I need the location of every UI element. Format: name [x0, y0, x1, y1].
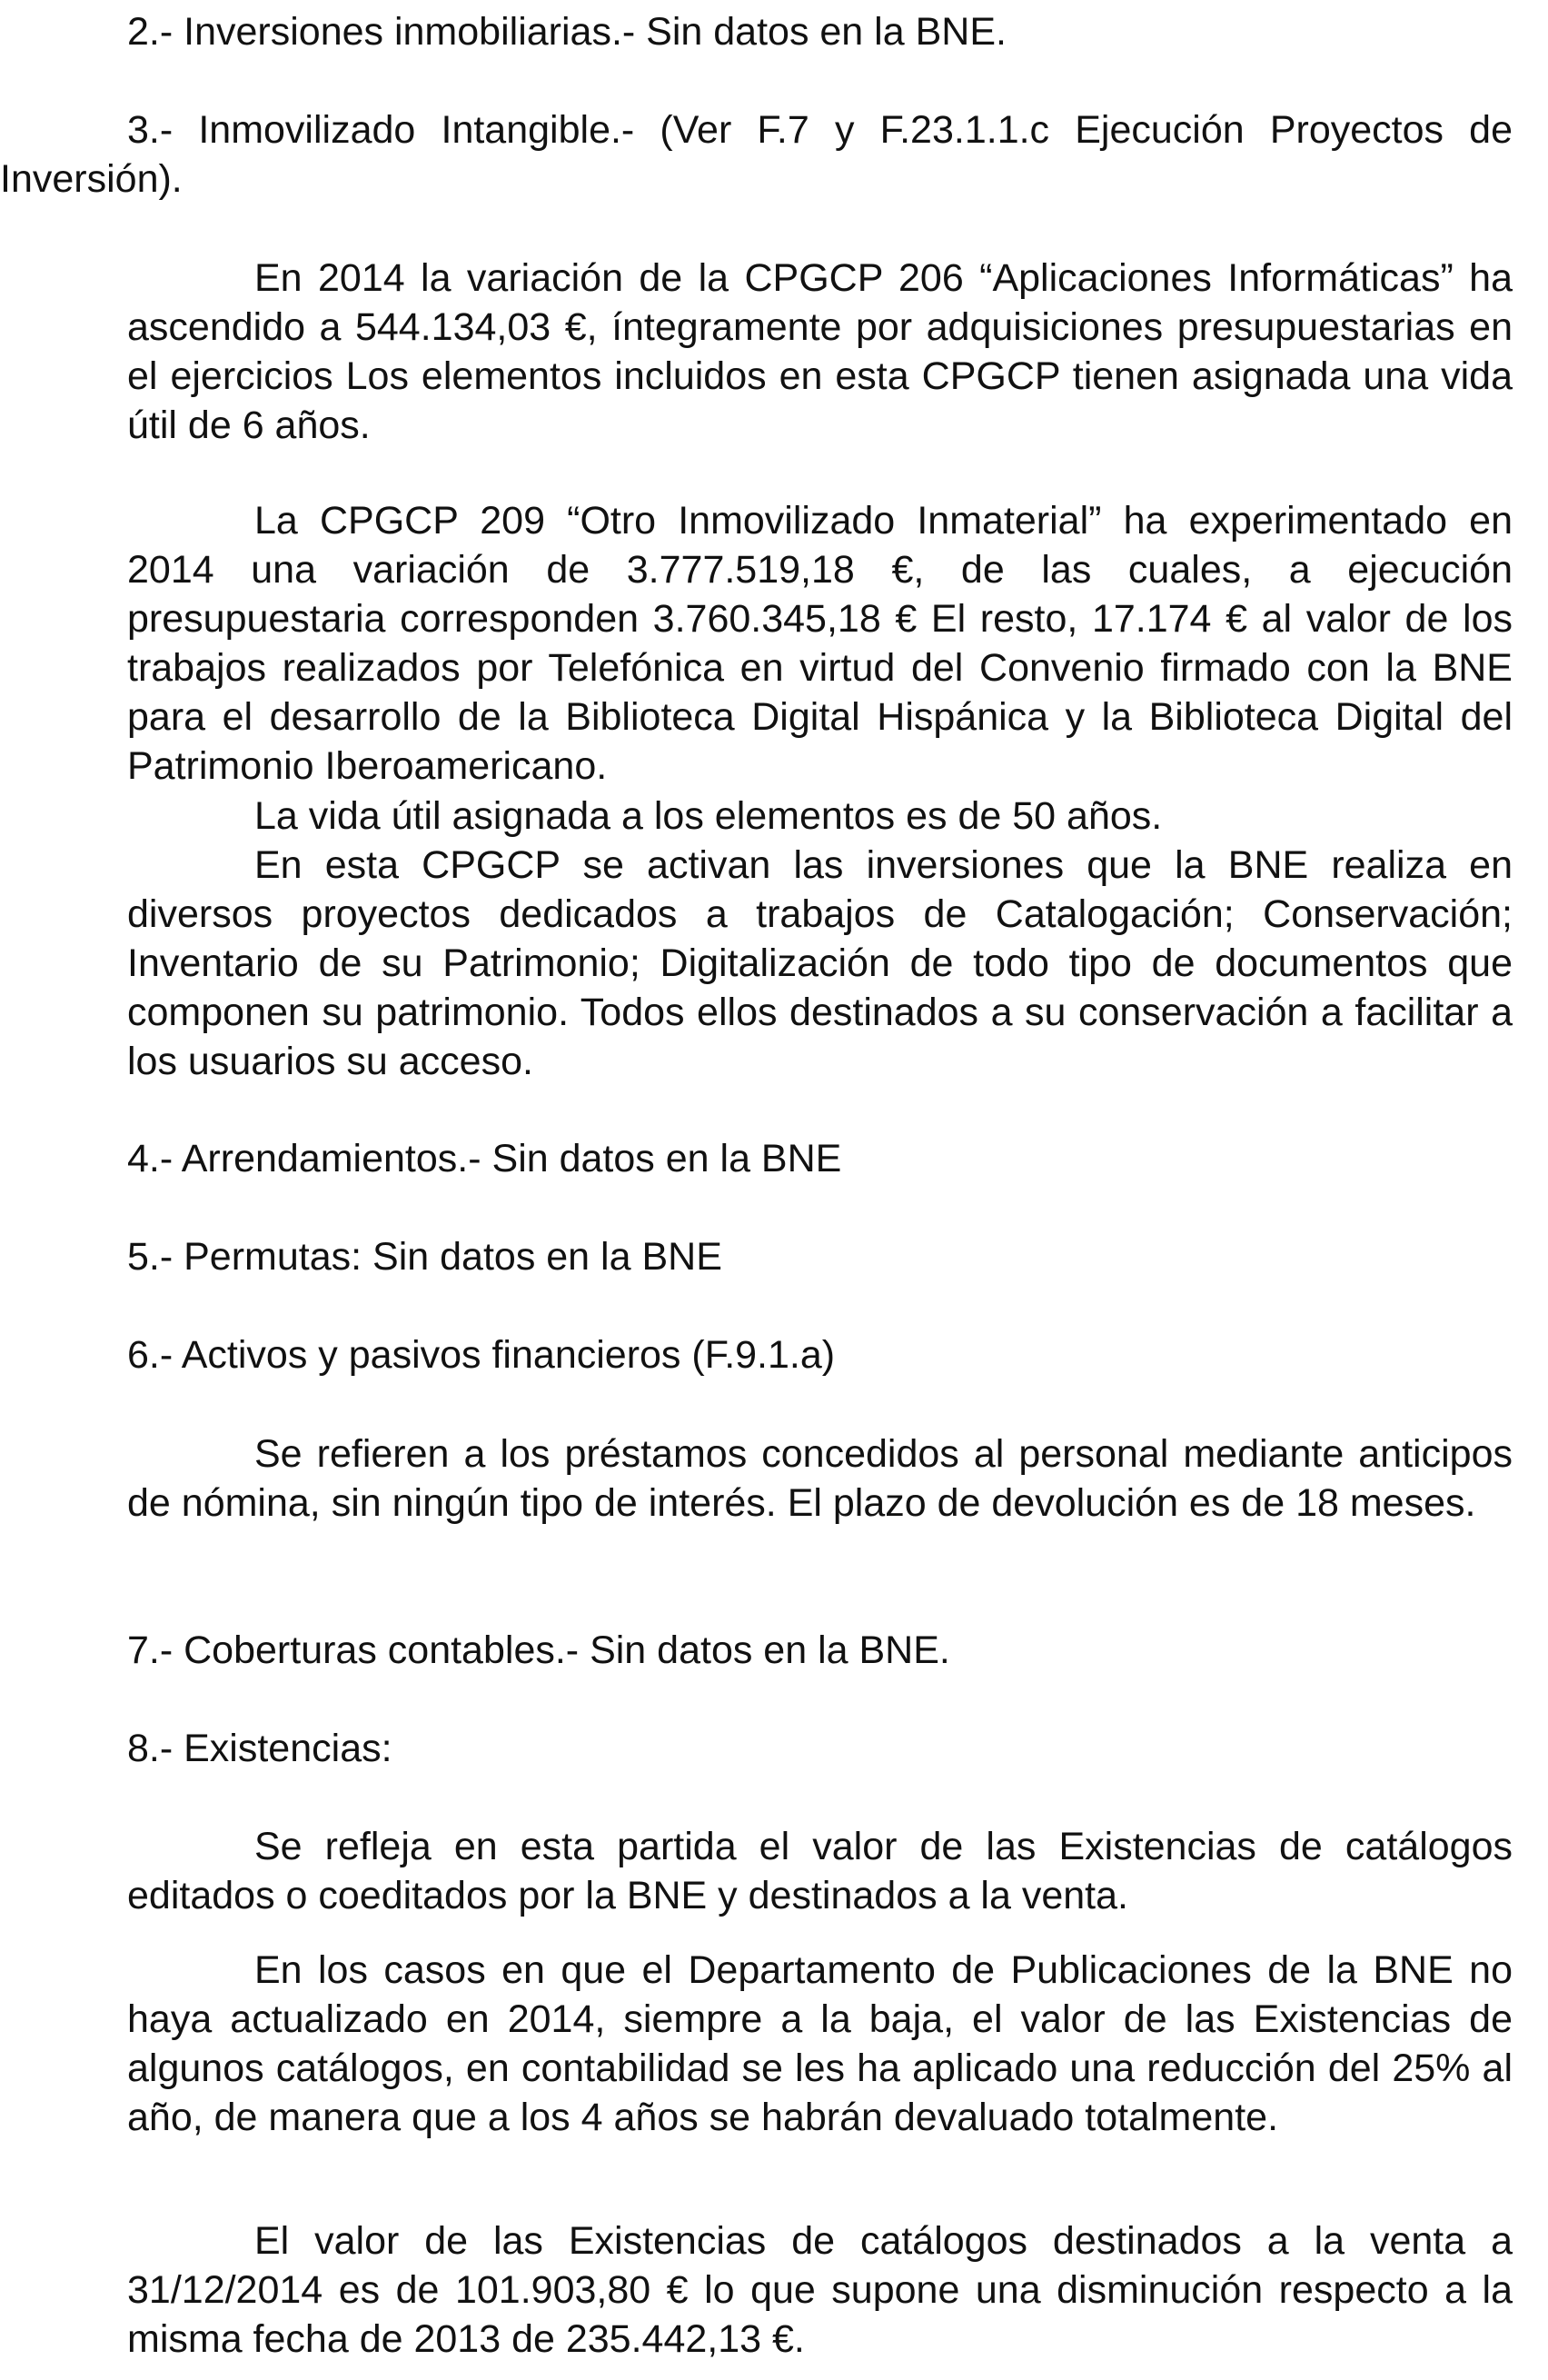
paragraph-refleja: Se refleja en esta partida el valor de las Existencias de catálogos editados o coeditados por la BNE y destinados a la venta.: [127, 1825, 1513, 1917]
paragraph-cpgcp-206: En 2014 la variación de la CPGCP 206 “Aplicaciones Informáticas” ha ascendido a 544.134,03 €, íntegramente por adquisiciones presupuestarias en el ejercicios Los elementos incluidos en esta CPGCP tienen asignada una vida útil de 6 años.: [127, 256, 1513, 447]
heading-section-2: 2.- Inversiones inmobiliarias.- Sin datos en la BNE.: [127, 10, 1007, 54]
paragraph-vida-util: La vida útil asignada a los elementos es de 50 años.: [254, 794, 1163, 838]
heading-section-4: 4.- Arrendamientos.- Sin datos en la BNE: [127, 1137, 842, 1180]
paragraph-cpgcp-209: La CPGCP 209 “Otro Inmovilizado Inmaterial” ha experimentado en 2014 una variación de 3.777.519,18 €, de las cuales, a ejecución presupuestaria corresponden 3.760.345,18 € El resto, 17.174 € al valor de los trabajos realizados por Telefónica en virtud del Convenio firmado con la BNE para el desarrollo de la Biblioteca Digital Hispánica y la Biblioteca Digital del Patrimonio Iberoamericano.: [127, 499, 1513, 788]
paragraph-casos: En los casos en que el Departamento de Publicaciones de la BNE no haya actualizado en 2014, siempre a la baja, el valor de las Existencias de algunos catálogos, en contabilidad se les ha aplicado una reducción del 25% al año, de manera que a los 4 años se habrán devaluado totalmente.: [127, 1948, 1513, 2139]
heading-section-5: 5.- Permutas: Sin datos en la BNE: [127, 1235, 722, 1279]
paragraph-valor-existencias: El valor de las Existencias de catálogos destinados a la venta a 31/12/2014 es de 101.903,80 € lo que supone una disminución respecto a la misma fecha de 2013 de 235.442,13 €.: [127, 2219, 1513, 2361]
paragraph-prestamos: Se refieren a los préstamos concedidos al personal mediante anticipos de nómina, sin ningún tipo de interés. El plazo de devolución es de 18 meses.: [127, 1432, 1513, 1525]
heading-section-7: 7.- Coberturas contables.- Sin datos en la BNE.: [127, 1628, 950, 1672]
heading-section-8: 8.- Existencias:: [127, 1727, 392, 1770]
heading-section-6: 6.- Activos y pasivos financieros (F.9.1.a): [127, 1333, 836, 1377]
paragraph-activan-inversiones: En esta CPGCP se activan las inversiones que la BNE realiza en diversos proyectos dedicados a trabajos de Catalogación; Conservación; Inventario de su Patrimonio; Digitalización de todo tipo de documentos que componen su patrimonio. Todos ellos destinados a su conservación a facilitar a los usuarios su acceso.: [127, 843, 1513, 1083]
heading-section-3: 3.- Inmovilizado Intangible.- (Ver F.7 y F.23.1.1.c Ejecución Proyectos de Inversión).: [0, 108, 1513, 201]
